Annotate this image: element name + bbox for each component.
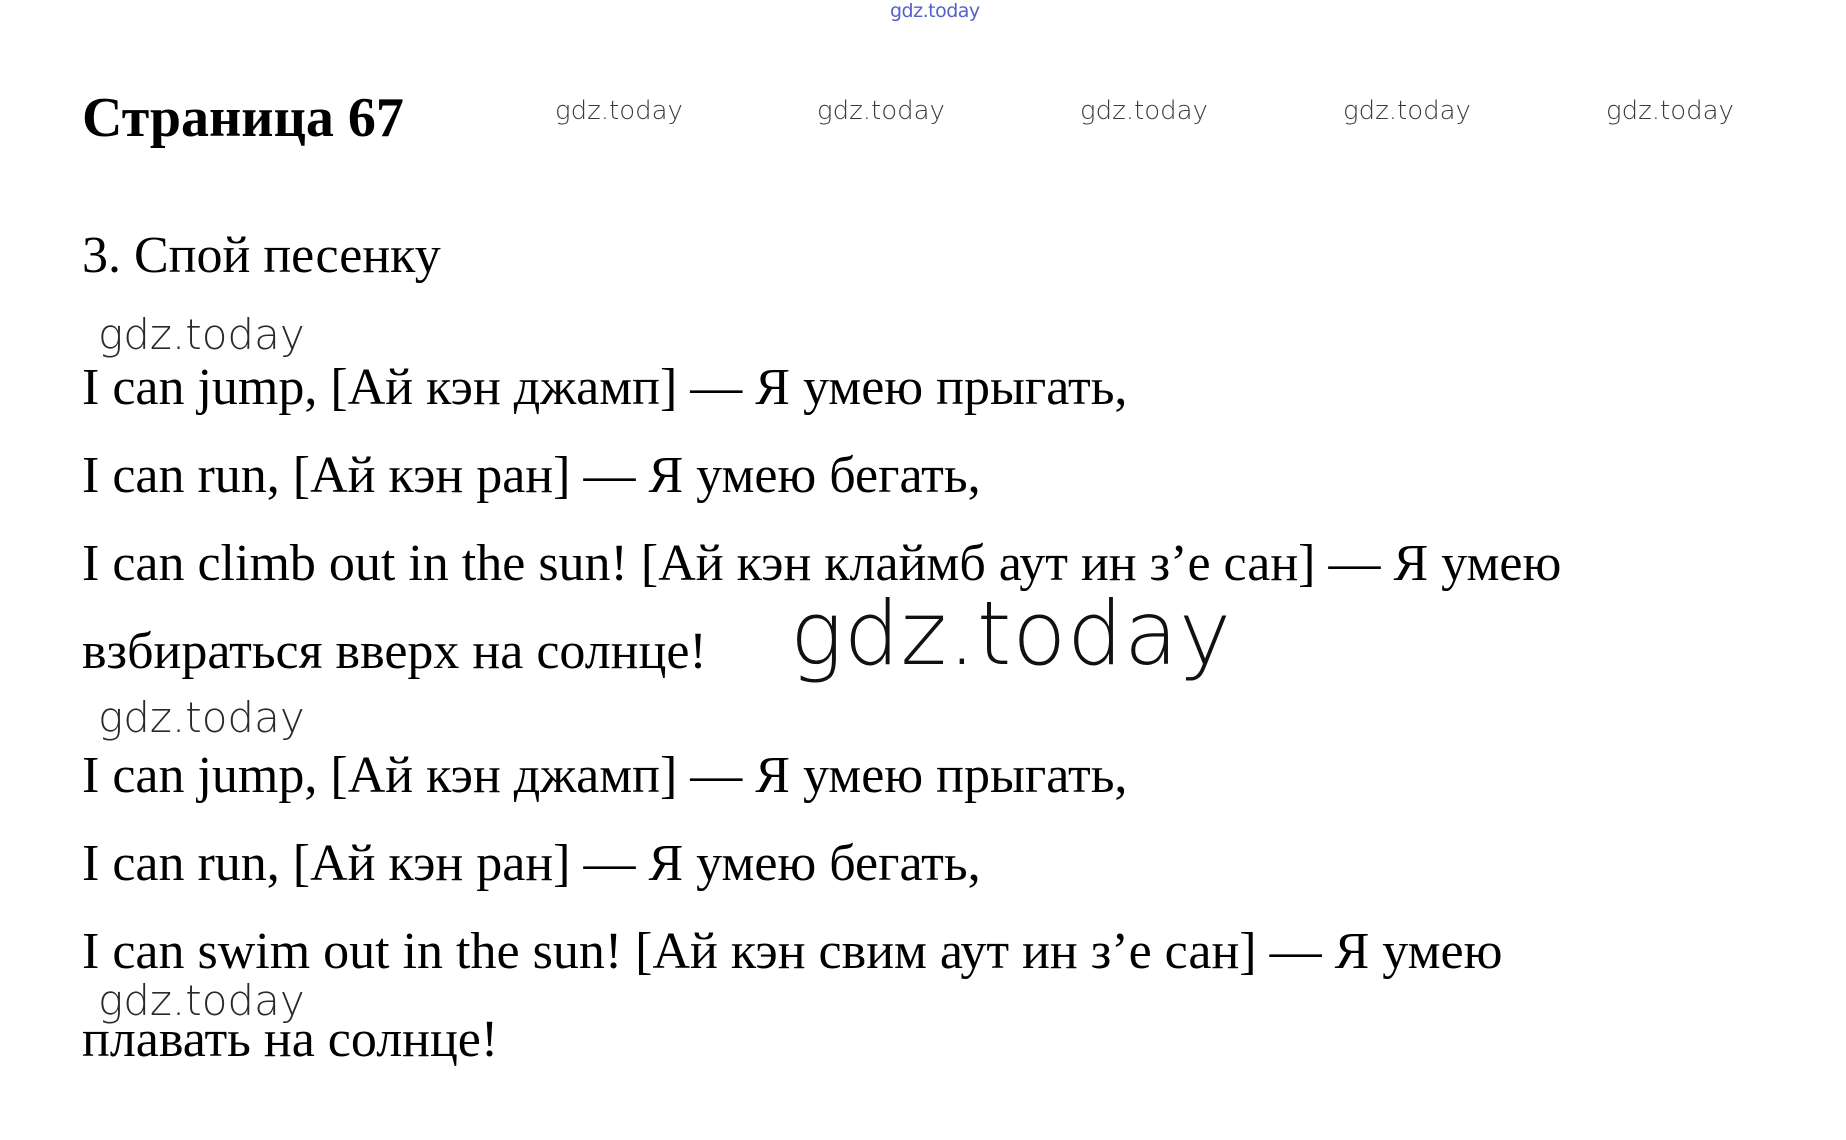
watermark-row-2: gdz.today [817,96,945,126]
song-line-4: взбираться вверх на солнце! [82,623,707,680]
song-line-3: I can climb out in the sun! [Ай кэн клаймб аут ин з’е сан] — Я умею [82,535,1562,592]
watermark-row-1: gdz.today [555,96,683,126]
watermark-row-5: gdz.today [1606,96,1734,126]
song-line-5: I can jump, [Ай кэн джамп] — Я умею прыгать, [82,747,1128,804]
song-line-2: I can run, [Ай кэн ран] — Я умею бегать, [82,447,981,504]
watermark-top: gdz.today [890,0,980,22]
watermark-big: gdz.today [790,582,1233,685]
watermark-side-1: gdz.today [98,310,305,359]
task-title: 3. Спой песенку [82,227,441,284]
song-line-6: I can run, [Ай кэн ран] — Я умею бегать, [82,835,981,892]
song-line-7: I can swim out in the sun! [Ай кэн свим аут ин з’е сан] — Я умею [82,923,1503,980]
song-line-1: I can jump, [Ай кэн джамп] — Я умею прыгать, [82,359,1128,416]
watermark-side-2: gdz.today [98,693,305,742]
song-line-8: плавать на солнце! [82,1011,499,1068]
watermark-row-4: gdz.today [1343,96,1471,126]
watermark-row-3: gdz.today [1080,96,1208,126]
page-title: Страница 67 [82,87,404,149]
watermark-side-3: gdz.today [98,976,305,1025]
